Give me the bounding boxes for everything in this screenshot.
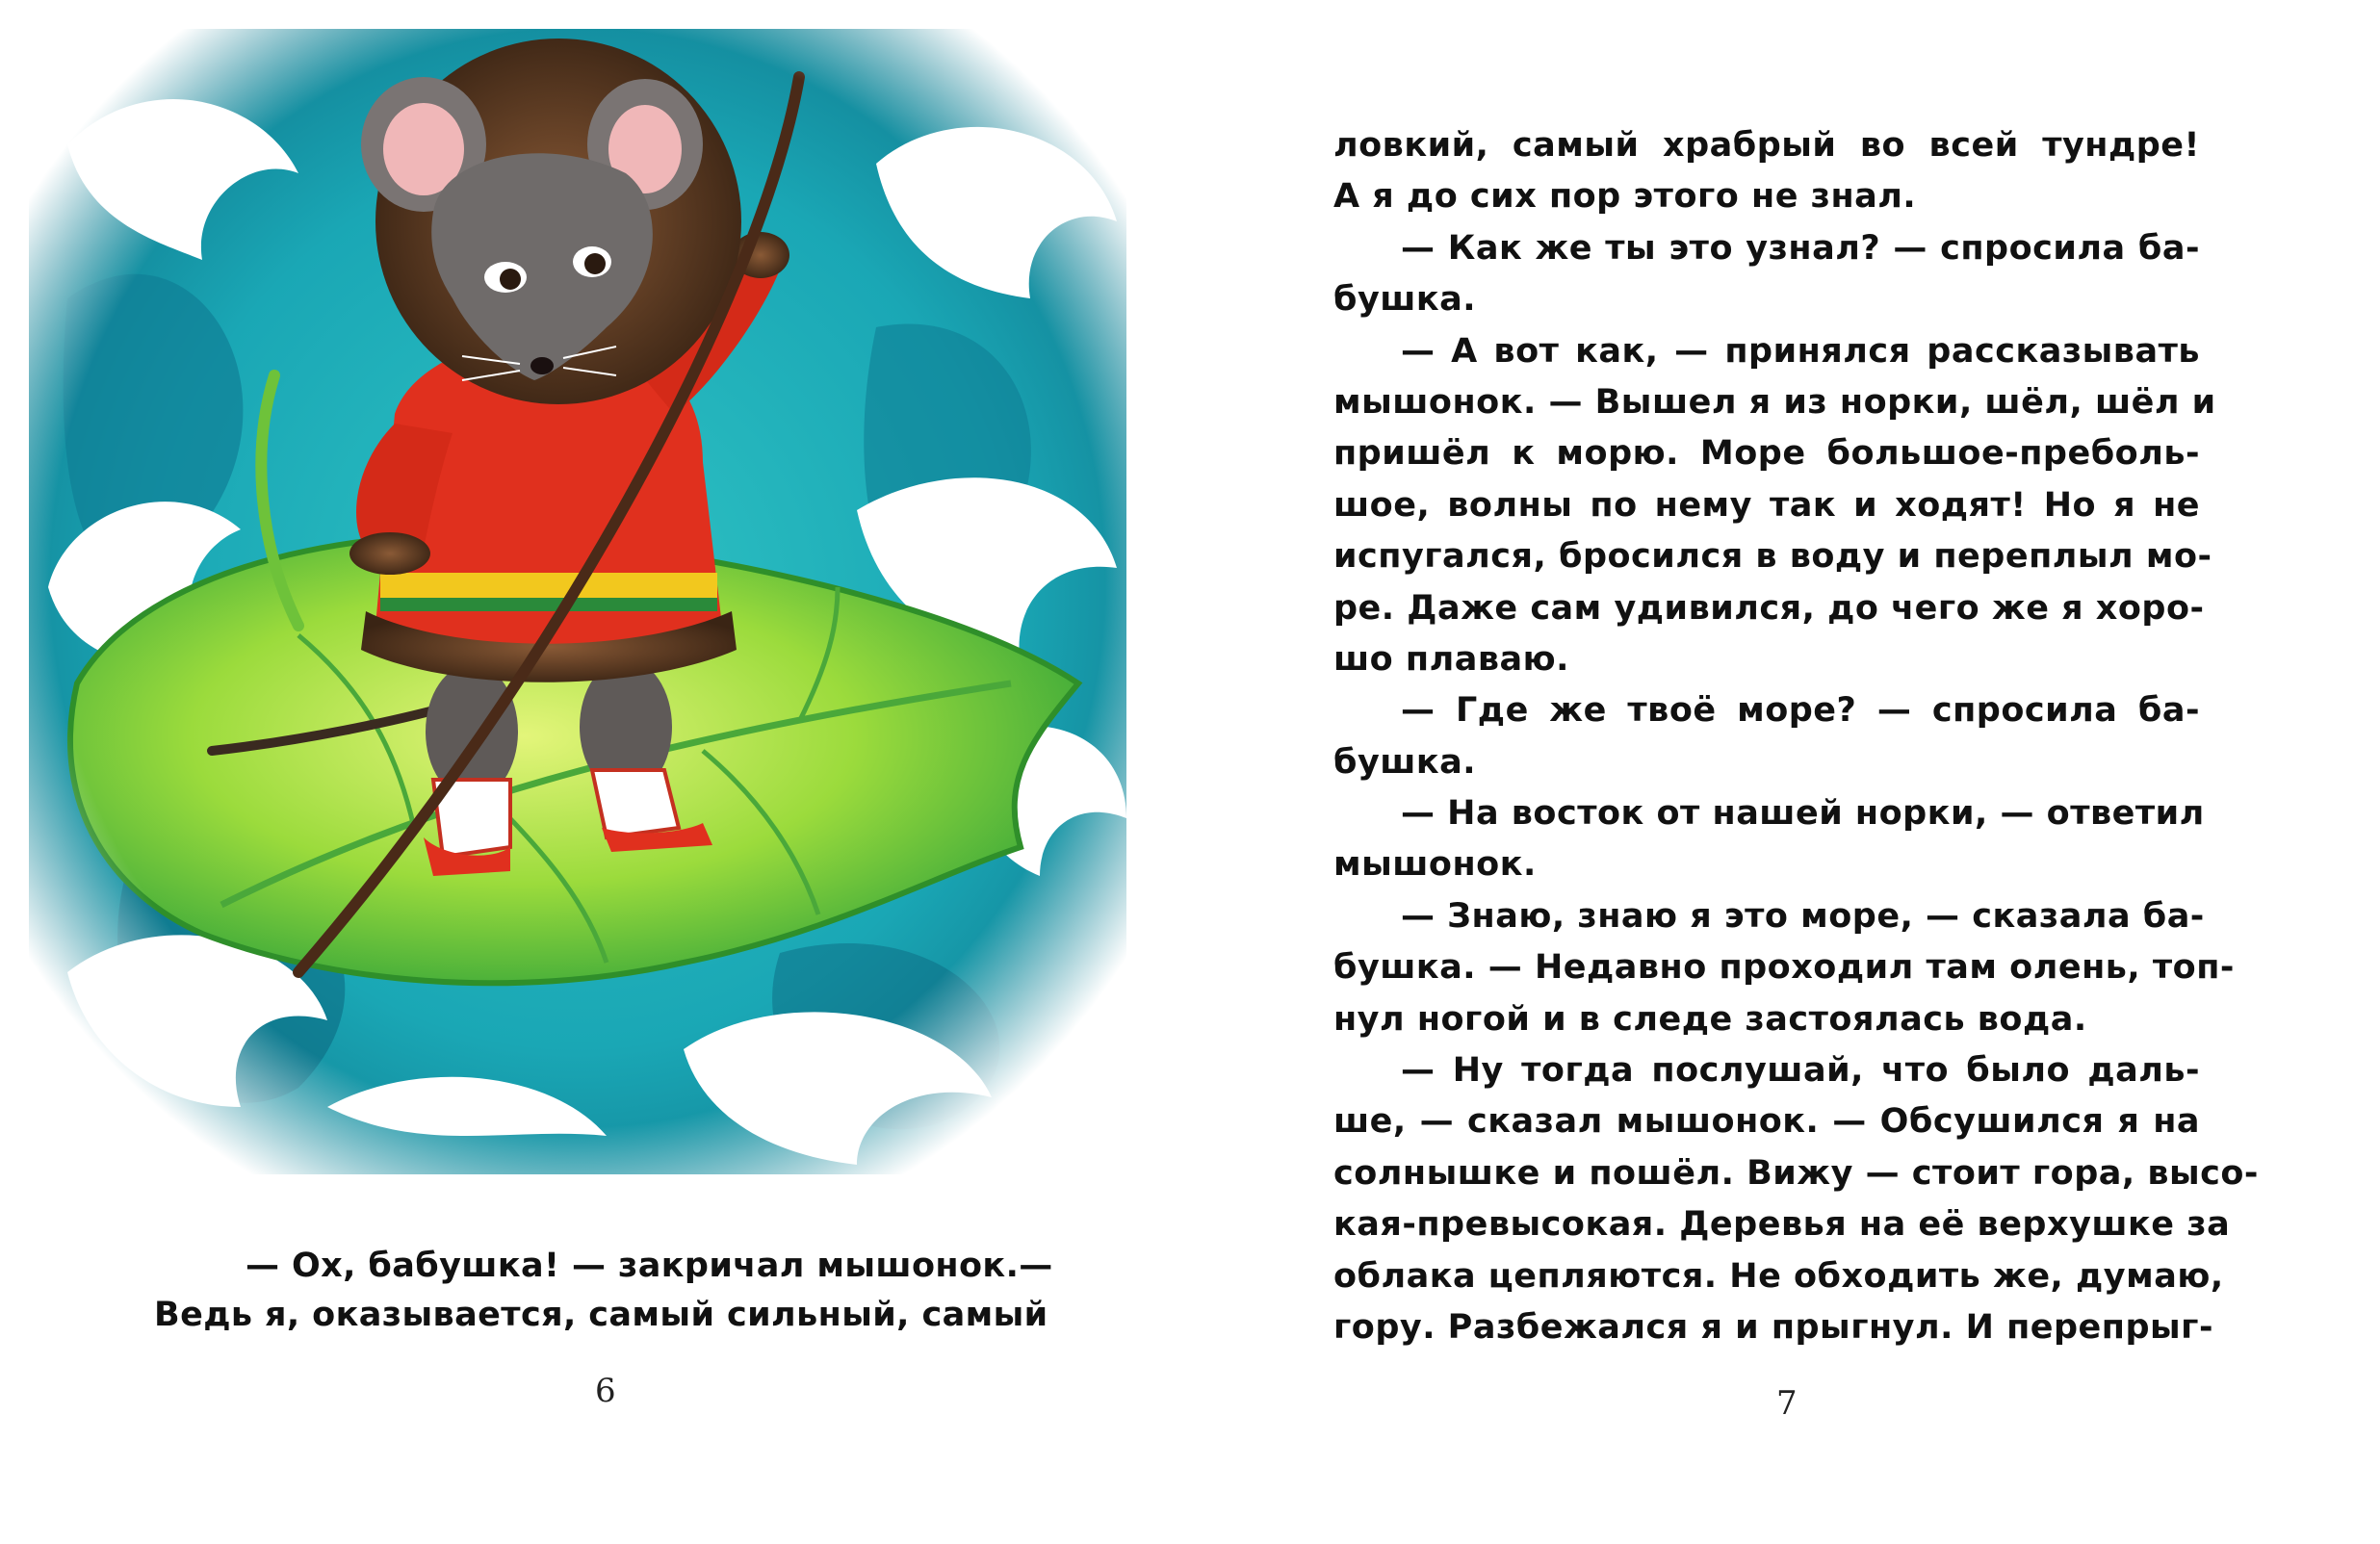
caption-line: — Ох, бабушка! — закричал мышонок.— xyxy=(246,1247,1053,1285)
text-line: А я до сих пор этого не знал. xyxy=(1333,177,1917,217)
text-line: — Ну тогда послушай, что было даль- xyxy=(1401,1051,2200,1091)
caption-line: Ведь я, оказывается, самый сильный, самый xyxy=(154,1296,1048,1334)
text-line: бушка. xyxy=(1333,280,1477,320)
mouse-on-leaf-illustration xyxy=(10,10,1146,1194)
text-line: нул ногой и в следе застоялась вода. xyxy=(1333,999,2087,1039)
right-page xyxy=(1190,0,2380,1544)
text-line: солнышке и пошёл. Вижу — стоит гора, высо- xyxy=(1333,1153,2259,1193)
text-line: шое, волны по нему так и ходят! Но я не xyxy=(1333,485,2200,525)
text-line: — Где же твоё море? — спросила ба- xyxy=(1401,691,2200,731)
text-line: — А вот как, — принялся рассказывать xyxy=(1401,331,2200,371)
page-number: 6 xyxy=(595,1372,616,1410)
text-line: — На восток от нашей норки, — ответил xyxy=(1401,794,2205,834)
page-number: 7 xyxy=(1776,1384,1798,1423)
text-line: пришёл к морю. Море большое-преболь- xyxy=(1333,434,2200,474)
left-page xyxy=(0,0,1155,1544)
text-line: мышонок. xyxy=(1333,845,1537,885)
text-line: мышонок. — Вышел я из норки, шёл, шёл и xyxy=(1333,382,2216,422)
text-line: гору. Разбежался я и прыгнул. И перепрыг- xyxy=(1333,1307,2213,1347)
text-line: испугался, бросился в воду и переплыл мо- xyxy=(1333,537,2212,577)
text-line: ре. Даже сам удивился, до чего же я хоро- xyxy=(1333,588,2205,628)
text-line: ше, — сказал мышонок. — Обсушился я на xyxy=(1333,1102,2200,1142)
illustration-caption xyxy=(154,1242,1078,1340)
text-line: бушка. — Недавно проходил там олень, топ- xyxy=(1333,948,2235,988)
text-line: ловкий, самый храбрый во всей тундре! xyxy=(1333,126,2200,165)
text-line: — Как же ты это узнал? — спросила ба- xyxy=(1401,228,2200,268)
text-line: кая-превысокая. Деревья на её верхушке за xyxy=(1333,1205,2231,1245)
text-line: облака цепляются. Не обходить же, думаю, xyxy=(1333,1256,2224,1296)
story-text xyxy=(1333,120,2259,1353)
text-line: шо плаваю. xyxy=(1333,639,1569,679)
text-line: — Знаю, знаю я это море, — сказала ба- xyxy=(1401,896,2205,936)
text-line: бушка. xyxy=(1333,742,1477,782)
